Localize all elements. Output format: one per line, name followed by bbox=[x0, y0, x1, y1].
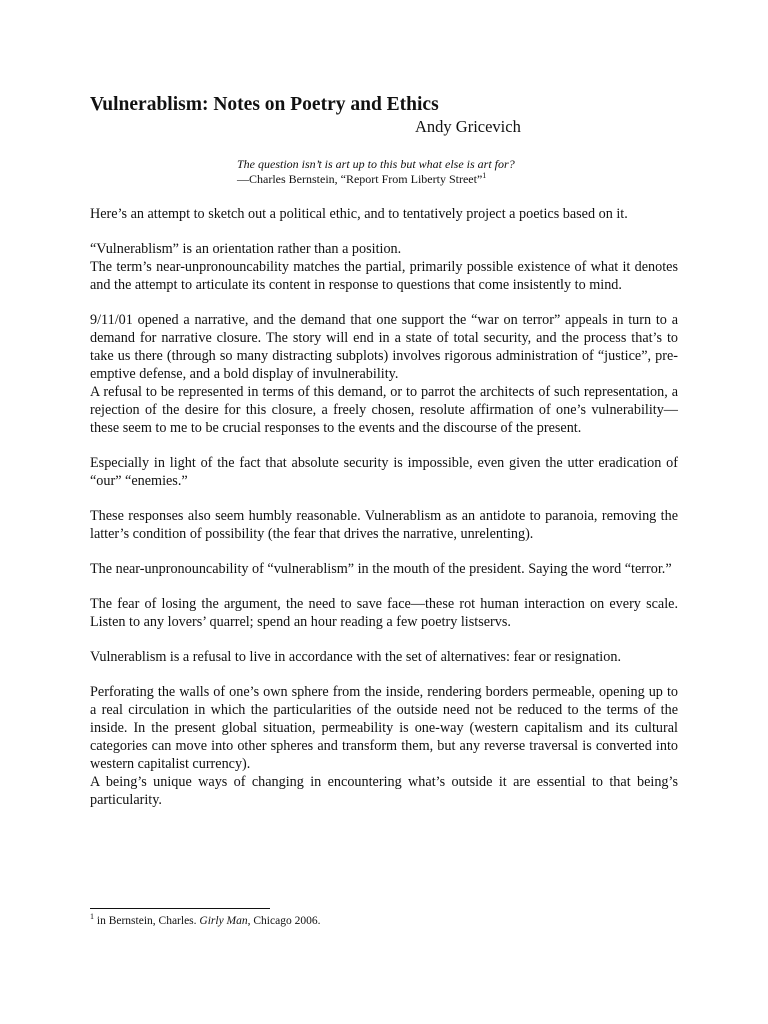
epigraph-quote: The question isn’t is art up to this but what else is art for? bbox=[237, 157, 515, 171]
epigraph bbox=[237, 157, 515, 187]
paragraph-text: Here’s an attempt to sketch out a political ethic, and to tentatively project a poetics based on it. bbox=[90, 206, 628, 222]
epigraph-attribution bbox=[237, 172, 515, 187]
paragraph bbox=[90, 648, 678, 666]
body-text bbox=[90, 205, 678, 826]
footnote-reference[interactable]: 1 bbox=[482, 171, 487, 180]
footnote-suffix: , Chicago 2006. bbox=[247, 915, 321, 927]
footnote-marker: 1 bbox=[90, 912, 94, 921]
paragraph-text: The near-unpronouncability of “vulnerablism” in the mouth of the president. Saying the word “terror.” bbox=[90, 561, 672, 577]
paragraph bbox=[90, 683, 678, 809]
footnote-book-title: Girly Man bbox=[199, 915, 248, 927]
paragraph-text: “Vulnerablism” is an orientation rather than a position. bbox=[90, 241, 402, 257]
paragraph-text: 9/11/01 opened a narrative, and the demand that one support the “war on terror” appeals in turn to a demand for narrative closure. The story will end in a state of total security, and the process that’s to take us there (through so many distracting subplots) involves rigorous administration of “justice”, pre-emptive defense, and a bold display of invulnerability. bbox=[90, 312, 678, 382]
paragraph-text: A being’s unique ways of changing in encountering what’s outside it are essential to that being’s particularity. bbox=[90, 774, 678, 808]
paragraph-text: Perforating the walls of one’s own sphere from the inside, rendering borders permeable, opening up to a real circulation in which the particularities of the outside need not be reduced to the terms of the inside. In the present global situation, permeability is one-way (western capitalism and its cultural categories can move into other spheres and transform them, but any reverse traversal is converted into western capitalist currency). bbox=[90, 684, 678, 772]
paragraph bbox=[90, 454, 678, 490]
paragraph-text: The fear of losing the argument, the need to save face—these rot human interaction on every scale. Listen to any lovers’ quarrel; spend an hour reading a few poetry listservs. bbox=[90, 596, 678, 630]
paragraph bbox=[90, 240, 678, 294]
page-title: Vulnerablism: Notes on Poetry and Ethics bbox=[90, 94, 439, 115]
footnote bbox=[90, 914, 320, 929]
footnote-prefix: in Bernstein, Charles. bbox=[94, 915, 200, 927]
paragraph-text: These responses also seem humbly reasonable. Vulnerablism as an antidote to paranoia, removing the latter’s condition of possibility (the fear that drives the narrative, unrelenting). bbox=[90, 508, 678, 542]
paragraph bbox=[90, 205, 678, 223]
author-name: Andy Gricevich bbox=[415, 117, 521, 136]
footnote-divider bbox=[90, 908, 270, 909]
paragraph bbox=[90, 560, 678, 578]
paragraph bbox=[90, 595, 678, 631]
paragraph-text: Vulnerablism is a refusal to live in accordance with the set of alternatives: fear or resignation. bbox=[90, 649, 621, 665]
paragraph bbox=[90, 311, 678, 437]
paragraph-text: Especially in light of the fact that absolute security is impossible, even given the utter eradication of “our” “enemies.” bbox=[90, 455, 678, 489]
paragraph-text: A refusal to be represented in terms of this demand, or to parrot the architects of such representation, a rejection of the desire for this closure, a freely chosen, resolute affirmation of one’s vulnerability—these seem to me to be crucial responses to the events and the discourse of the present. bbox=[90, 384, 678, 436]
paragraph bbox=[90, 507, 678, 543]
paragraph-text: The term’s near-unpronouncability matches the partial, primarily possible existence of what it denotes and the attempt to articulate its content in response to questions that come insistently to mind. bbox=[90, 259, 678, 293]
epigraph-source: —Charles Bernstein, “Report From Liberty Street” bbox=[237, 172, 483, 186]
